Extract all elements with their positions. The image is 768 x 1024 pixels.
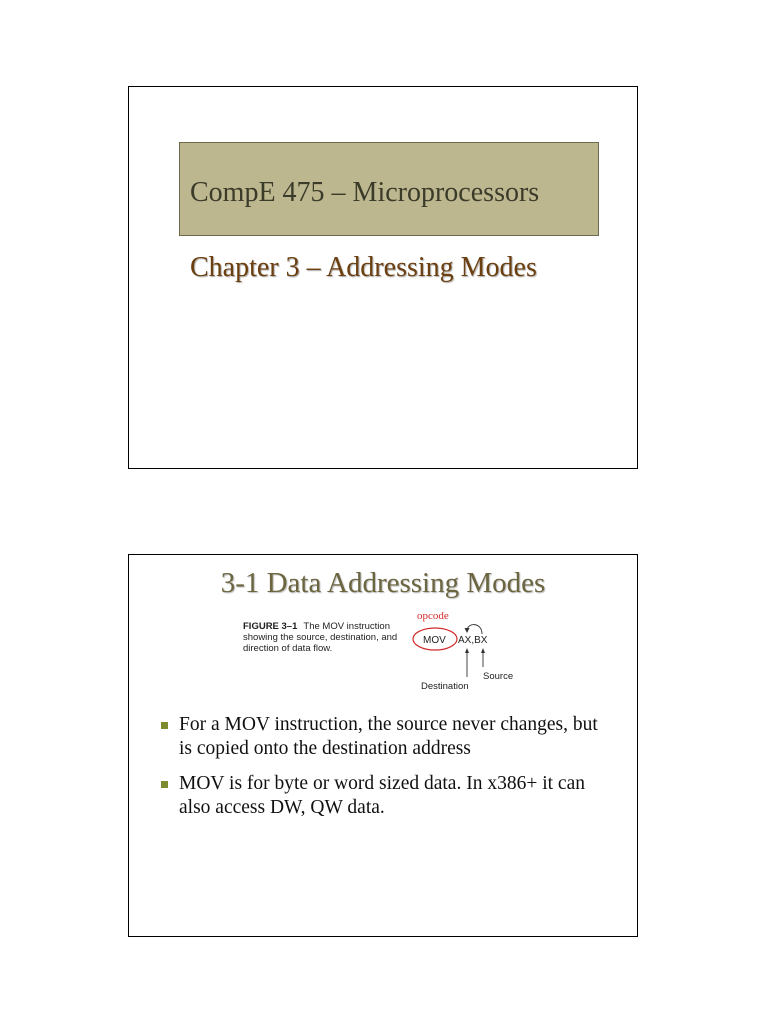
bullet-item [159,713,609,761]
opcode-label: opcode [417,610,449,622]
course-title-box [179,142,599,236]
course-title: CompE 475 – Microprocessors [190,177,540,208]
mov-diagram [411,605,521,693]
figure-caption [243,621,403,654]
bullet-item [159,772,609,820]
instruction-operands: AX,BX [458,635,488,646]
data-flow-arrow [467,625,482,634]
instruction-opcode: MOV [423,635,446,646]
bullet-text: MOV is for byte or word sized data. In x386+ it can also access DW, QW data. [179,773,585,818]
destination-label: Destination [421,681,469,692]
bullet-text: For a MOV instruction, the source never changes, but is copied onto the destination address [179,714,598,759]
square-bullet-icon [161,722,168,729]
source-arrowhead [481,648,485,653]
data-flow-arrowhead [465,628,470,633]
chapter-title: Chapter 3 – Addressing Modes [190,252,537,283]
square-bullet-icon [161,781,168,788]
destination-arrowhead [465,648,469,653]
bullet-list [159,713,609,831]
slide-title: 3-1 Data Addressing Modes [220,567,546,599]
source-label: Source [483,671,514,682]
figure-label: FIGURE 3–1 [243,621,298,632]
slide-2 [128,554,638,937]
slide-1 [128,86,638,469]
figure-caption-text: The MOV instruction showing the source, destination, and direction of data flow. [243,621,398,654]
